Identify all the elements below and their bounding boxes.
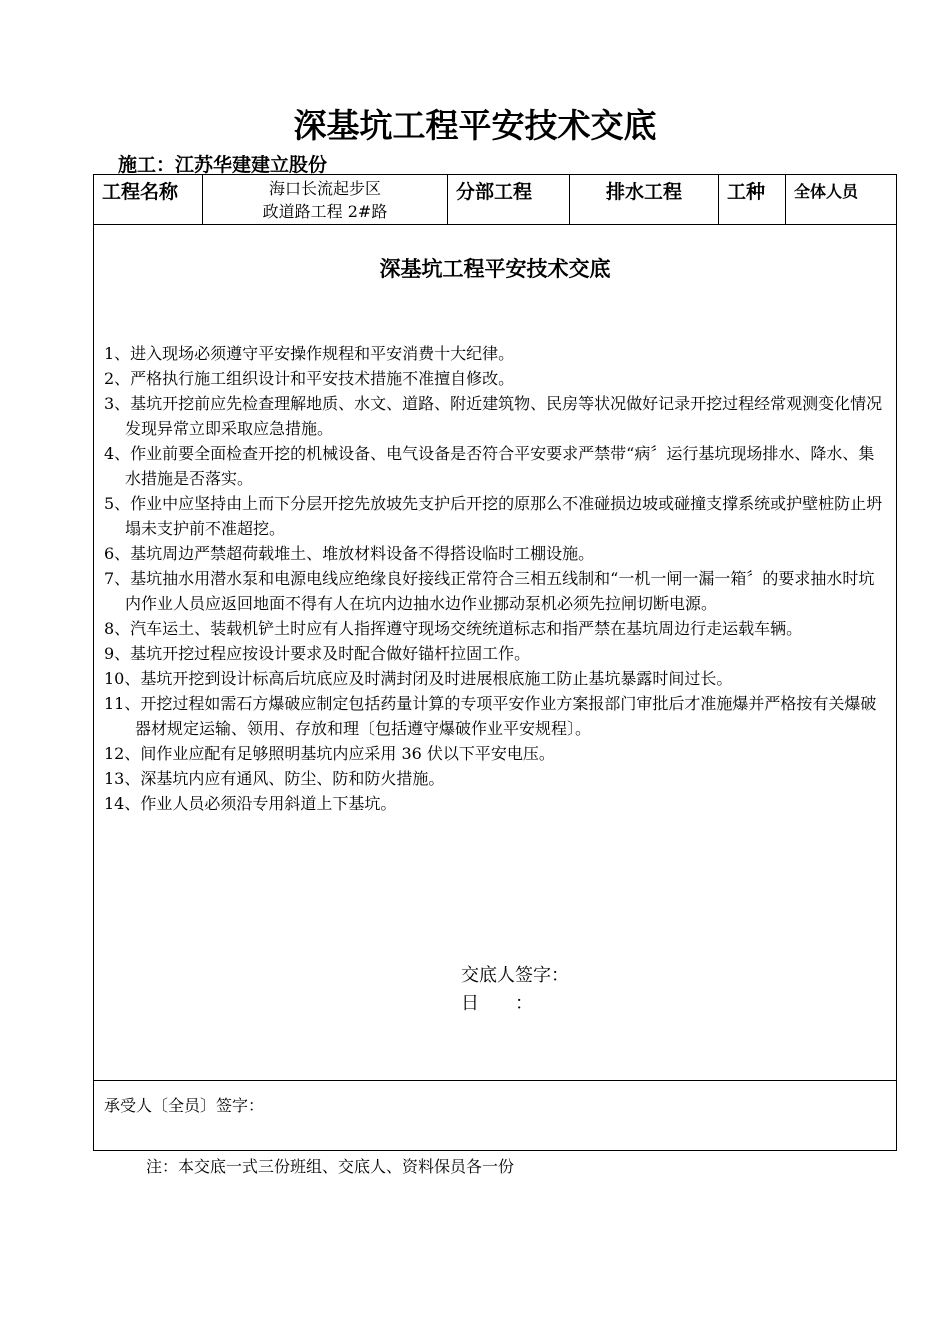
disclosure-form <box>93 174 897 1151</box>
receiver-signature-label: 承受人〔全员〕签字： <box>104 1096 265 1115</box>
list-item: 8、汽车运土、装载机铲土时应有人指挥遵守现场交统统道标志和指严禁在基坑周边行走运载车辆。 <box>104 619 803 638</box>
division-label: 分部工程 <box>448 175 570 225</box>
project-name-value <box>203 175 448 225</box>
project-name-label: 工程名称 <box>94 175 203 225</box>
disclosure-body <box>94 225 897 1081</box>
list-item: 6、基坑周边严禁超荷载堆土、堆放材料设备不得搭设临时工棚设施。 <box>104 544 595 563</box>
project-name-line2: 政道路工程 2#路 <box>262 202 388 221</box>
construction-company: 施工：江苏华建建立股份 <box>118 154 328 176</box>
trade-value: 全体人员 <box>786 175 897 225</box>
list-item: 9、基坑开挖过程应按设计要求及时配合做好锚杆拉固工作。 <box>104 644 531 663</box>
project-name-line1: 海口长流起步区 <box>268 179 381 198</box>
trade-label: 工种 <box>719 175 786 225</box>
receiver-signature-cell <box>94 1081 897 1151</box>
list-item: 7、基坑抽水用潜水泵和电源电线应绝缘良好接线正常符合三相五线制和“一机一闸一漏一箱〞的要求抽水时坑内作业人员应返回地面不得有人在坑内边抽水边作业挪动泵机必须先拉闸切断电源。 <box>104 569 875 613</box>
list-item: 5、作业中应坚持由上而下分层开挖先放坡先支护后开挖的原那么不准碰损边坡或碰撞支撑系统或护壁桩防止坍塌未支护前不准超挖。 <box>104 494 883 538</box>
signature-label: 交底人签字： <box>461 965 569 986</box>
list-item: 3、基坑开挖前应先检查理解地质、水文、道路、附近建筑物、民房等状况做好记录开挖过程经常观测变化情况发现异常立即采取应急措施。 <box>104 394 883 438</box>
list-item: 11、开挖过程如需石方爆破应制定包括药量计算的专项平安作业方案报部门审批后才准施爆并严格按有关爆破器材规定运输、领用、存放和理〔包括遵守爆破作业平安规程〕。 <box>104 694 877 738</box>
list-item: 1、进入现场必须遵守平安操作规程和平安消费十大纪律。 <box>104 344 515 363</box>
inner-title: 深基坑工程平安技术交底 <box>379 257 611 281</box>
document-title: 深基坑工程平安技术交底 <box>293 106 657 145</box>
list-item: 2、严格执行施工组织设计和平安技术措施不准擅自修改。 <box>104 369 515 388</box>
list-item: 14、作业人员必须沿专用斜道上下基坑。 <box>104 794 397 813</box>
date-label: 日 ： <box>461 993 533 1014</box>
footnote: 注：本交底一式三份班组、交底人、资料保员各一份 <box>146 1157 515 1176</box>
list-item: 12、间作业应配有足够照明基坑内应采用 36 伏以下平安电压。 <box>104 744 555 763</box>
list-item: 13、深基坑内应有通风、防尘、防和防火措施。 <box>104 769 445 788</box>
list-item: 10、基坑开挖到设计标高后坑底应及时满封闭及时进展根底施工防止基坑暴露时间过长。 <box>104 669 733 688</box>
safety-items-list <box>104 341 890 816</box>
division-value: 排水工程 <box>570 175 719 225</box>
list-item: 4、作业前要全面检查开挖的机械设备、电气设备是否符合平安要求严禁带“病〞运行基坑现场排水、降水、集水措施是否落实。 <box>104 444 875 488</box>
